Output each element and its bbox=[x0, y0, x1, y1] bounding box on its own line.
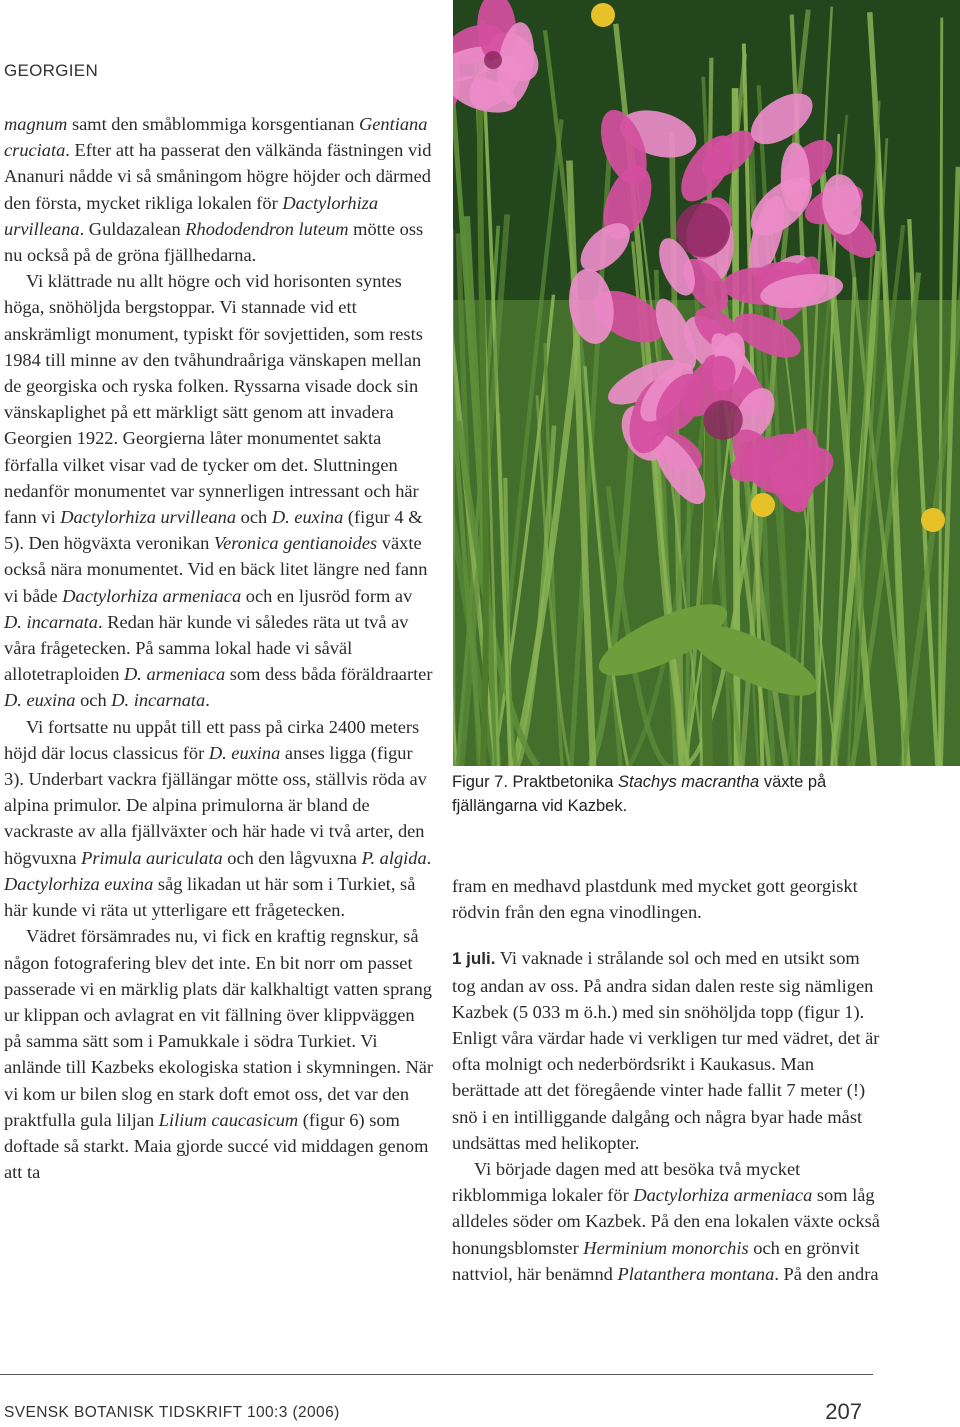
text-run: mötte oss nu också på de gröna fjällhedarna. bbox=[4, 218, 424, 266]
text-run: . bbox=[205, 690, 210, 711]
text-run: (figur 4 & 5). Den högväxta veronikan bbox=[4, 507, 423, 554]
text-run: Vädret försämrades nu, vi fick en kraftig regnskur, så någon fotografering blev det inte. En bit norr om passet passerade vi en märklig plats där kalkhaltigt vatten sprang ur klippan och avlagrat en vit fällning över klippväggen på samma sätt som i Pamukkale i södra Turkiet. Vi anlände till Kazbeks ekologiska station i skymningen. När vi kom ur bilen slog en stark doft emot oss, det var den praktfulla gula liljan bbox=[4, 926, 434, 1130]
flower-center bbox=[484, 51, 502, 69]
species-name: D. euxina bbox=[4, 690, 76, 711]
species-name: D. incarnata bbox=[4, 611, 98, 632]
species-name: Platanthera montana bbox=[617, 1263, 775, 1284]
text-run: och bbox=[236, 507, 272, 528]
right-text-column bbox=[452, 873, 882, 1287]
paragraph bbox=[452, 873, 882, 925]
species-name: Lilium caucasicum bbox=[158, 1109, 299, 1130]
yellow-flower bbox=[751, 493, 775, 517]
species-name: D. euxina bbox=[208, 742, 281, 763]
caption-suffix: växte på fjällängarna vid Kazbek. bbox=[452, 773, 827, 815]
species-name: Veronica gentianoides bbox=[213, 533, 378, 554]
text-run: och en ljusröd form av bbox=[241, 585, 413, 606]
text-run: Vi klättrade nu allt högre och vid horisonten syntes höga, snöhöljda bergstoppar. Vi stannade vid ett anskrämligt monument, typiskt för sovjettiden, som rests 1984 till minne av den tvåhundraåriga vänskapen mellan de georgiska och ryska folken. Ryssarna visade dock sin vänskaplighet på ett märkligt sätt genom att invadera Georgien 1922. Georgierna låter monumentet sakta förfalla vilket visar vad de tycker om det. Sluttningen nedanför monumentet var synnerligen intressant och här fann vi bbox=[4, 271, 423, 528]
species-name: Herminium monorchis bbox=[583, 1237, 749, 1258]
text-run: . Redan här kunde vi således räta ut två av våra frågetecken. På samma lokal hade vi såväl allotetraploiden bbox=[4, 611, 409, 685]
text-run: och en grönvit nattviol, här benämnd bbox=[452, 1237, 860, 1284]
caption-species: Stachys macrantha bbox=[618, 773, 760, 791]
species-name: Dactylorhiza euxina bbox=[4, 873, 154, 894]
species-name: magnum bbox=[4, 114, 68, 134]
text-run: anses ligga (figur 3). Underbart vackra fjällängar mötte oss, ställvis röda av alpina primulor. De alpina primulorna är bland de vackraste av alla fjällväxter och här hade vi två arter, den högvuxna bbox=[4, 742, 427, 868]
text-run: som dess båda föräldraarter bbox=[225, 664, 433, 685]
species-name: D. incarnata bbox=[111, 690, 206, 711]
text-run: samt den småblommiga korsgentianan bbox=[67, 114, 359, 134]
figure-photo bbox=[453, 0, 960, 766]
caption-prefix: Figur 7. Praktbetonika bbox=[452, 773, 618, 791]
species-name: Gentiana cruciata bbox=[4, 114, 428, 161]
species-name: Dactylorhiza urvilleana bbox=[60, 507, 237, 528]
text-run: växte också nära monumentet. Vid en bäck litet längre ned fann vi både bbox=[4, 533, 428, 606]
footer-journal: SVENSK BOTANISK TIDSKRIFT 100:3 (2006) bbox=[4, 1404, 340, 1421]
text-run: som låg alldeles söder om Kazbek. På den ena lokalen växte också honungsblomster bbox=[452, 1185, 880, 1258]
text-run: såg likadan ut här som i Turkiet, så här kunde vi räta ut ytterligare ett frågetecken. bbox=[4, 873, 416, 921]
species-name: Dactylorhiza urvilleana bbox=[4, 192, 379, 239]
species-name: Dactylorhiza armeniaca bbox=[62, 585, 242, 606]
yellow-flower bbox=[591, 3, 615, 27]
text-run: . Efter att ha passerat den välkända fästningen vid Ananuri nådde vi så småningom högre höjder och därmed den första, mycket rikliga lokalen för bbox=[4, 140, 432, 213]
footer-rule bbox=[0, 1374, 873, 1375]
species-name: Dactylorhiza armeniaca bbox=[633, 1185, 813, 1206]
text-run: och bbox=[75, 690, 112, 711]
text-run: (figur 6) som doftade så starkt. Maia gjorde succé vid middagen genom att ta bbox=[4, 1109, 429, 1183]
species-name: D. armeniaca bbox=[124, 664, 226, 685]
species-name: Primula auriculata bbox=[81, 847, 223, 868]
text-run: Vi vaknade i strålande sol och med en utsikt som tog andan av oss. På andra sidan dalen reste sig nämligen Kazbek (5 033 m ö.h.) med sin snöhöljda topp (figur 1). Enligt våra värdar hade vi verkligen tur med vädret, det är ofta molnigt och nederbördsrikt i Kaukasus. Man berättade att det föregående vinter hade fallit 7 meter (!) snö i en intilliggande dalgång och några byar hade måst undsättas med helikopter. bbox=[452, 948, 880, 1153]
text-run: och den lågvuxna bbox=[222, 847, 362, 868]
paragraph bbox=[4, 923, 434, 1185]
yellow-flower bbox=[921, 508, 945, 532]
text-run: Vi fortsatte nu uppåt till ett pass på cirka 2400 meters höjd där locus classicus för bbox=[4, 716, 420, 763]
section-label: GEORGIEN bbox=[4, 61, 99, 80]
species-name: P. algida bbox=[361, 847, 427, 868]
page-number: 207 bbox=[825, 1399, 862, 1424]
paragraph bbox=[4, 111, 434, 268]
flower-center bbox=[703, 400, 743, 440]
paragraph bbox=[4, 268, 434, 713]
flower-illustration bbox=[453, 0, 960, 766]
paragraph bbox=[452, 1156, 882, 1287]
text-run: Vi började dagen med att besöka två mycket rikblommiga lokaler för bbox=[452, 1159, 801, 1206]
text-run: fram en medhavd plastdunk med mycket gott georgiskt rödvin från den egna vinodlingen. bbox=[452, 876, 858, 923]
date-heading: 1 juli. bbox=[452, 949, 496, 969]
paragraph bbox=[4, 714, 434, 924]
left-text-column bbox=[4, 111, 434, 1185]
species-name: Rhododendron luteum bbox=[185, 218, 349, 239]
text-run: . Guldazalean bbox=[79, 218, 186, 239]
text-run: . På den andra bbox=[774, 1263, 879, 1284]
species-name: D. euxina bbox=[271, 507, 344, 528]
flower-center bbox=[676, 203, 730, 257]
text-run: . bbox=[426, 847, 432, 868]
figure-caption bbox=[452, 770, 892, 818]
paragraph bbox=[452, 945, 882, 1156]
